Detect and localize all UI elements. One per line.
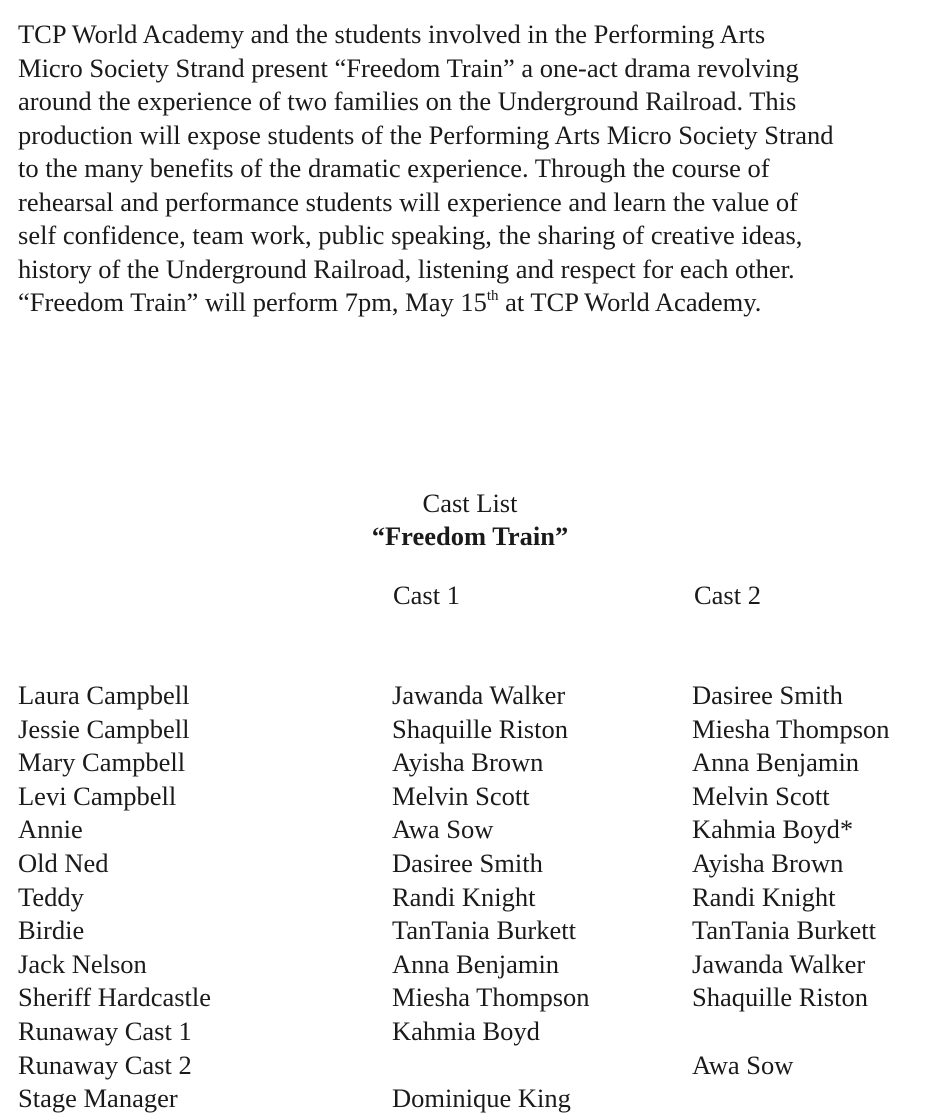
cast1-actor: Miesha Thompson xyxy=(392,982,590,1013)
cast2-actor: Miesha Thompson xyxy=(692,713,890,744)
intro-line: Micro Society Strand present “Freedom Train” a one-act drama revolving xyxy=(18,52,799,83)
role-name: Sheriff Hardcastle xyxy=(18,982,212,1013)
performance-date-text: “Freedom Train” will perform 7pm, May 15 xyxy=(18,287,487,317)
role-name: Laura Campbell xyxy=(18,680,190,710)
role-name: Teddy xyxy=(18,881,84,912)
cast2-actor: Kahmia Boyd* xyxy=(692,814,854,845)
cast-list-heading: Cast List xyxy=(422,488,518,518)
cast1-actor: Anna Benjamin xyxy=(392,948,560,979)
role-name: Levi Campbell xyxy=(18,780,177,811)
role-name: Jessie Campbell xyxy=(18,713,190,744)
intro-line-performance xyxy=(18,286,923,320)
cast2-actor xyxy=(692,1015,890,1049)
cast1-header: Cast 1 xyxy=(393,580,460,610)
cast2-actor: Anna Benjamin xyxy=(692,747,860,778)
roles-column xyxy=(18,679,211,1116)
cast2-actor: Melvin Scott xyxy=(692,780,830,811)
intro-line: self confidence, team work, public speaking, the sharing of creative ideas, xyxy=(18,220,803,250)
cast1-actor: Shaquille Riston xyxy=(392,713,568,744)
intro-line: to the many benefits of the dramatic experience. Through the course of xyxy=(18,153,770,183)
cast2-column xyxy=(692,679,890,1116)
cast1-actor xyxy=(392,1049,590,1083)
cast1-actor: Melvin Scott xyxy=(392,780,530,811)
cast1-actor: TanTania Burkett xyxy=(392,915,576,946)
intro-paragraph xyxy=(18,18,923,320)
performance-venue-text: at TCP World Academy. xyxy=(498,287,762,317)
intro-line: around the experience of two families on the Underground Railroad. This xyxy=(18,86,797,116)
role-name: Runaway Cast 1 xyxy=(18,1015,192,1046)
cast1-actor: Awa Sow xyxy=(392,814,494,845)
intro-line: TCP World Academy and the students involved in the Performing Arts xyxy=(18,19,766,49)
role-name: Jack Nelson xyxy=(18,948,147,979)
play-title: “Freedom Train” xyxy=(371,521,569,551)
role-name: Runaway Cast 2 xyxy=(18,1049,192,1080)
ordinal-suffix: th xyxy=(486,288,499,304)
role-name: Mary Campbell xyxy=(18,747,186,778)
cast1-actor: Randi Knight xyxy=(392,881,536,912)
role-name: Birdie xyxy=(18,915,85,946)
cast1-actor: Jawanda Walker xyxy=(392,680,566,710)
cast2-actor: Shaquille Riston xyxy=(692,982,868,1013)
role-name: Old Ned xyxy=(18,847,109,878)
cast2-actor: Dasiree Smith xyxy=(692,680,843,710)
cast2-header: Cast 2 xyxy=(694,580,761,610)
intro-line: rehearsal and performance students will experience and learn the value of xyxy=(18,186,798,217)
intro-line: history of the Underground Railroad, listening and respect for each other. xyxy=(18,253,795,284)
intro-line: production will expose students of the Performing Arts Micro Society Strand xyxy=(18,119,834,150)
cast1-actor: Ayisha Brown xyxy=(392,747,544,778)
cast2-actor: Ayisha Brown xyxy=(692,847,844,878)
cast1-actor: Dominique King xyxy=(392,1083,571,1114)
cast1-actor: Kahmia Boyd xyxy=(392,1015,540,1046)
role-name: Stage Manager xyxy=(18,1083,178,1114)
cast1-column xyxy=(392,679,590,1116)
cast1-actor: Dasiree Smith xyxy=(392,847,543,878)
cast2-actor: Randi Knight xyxy=(692,881,836,912)
cast2-actor: TanTania Burkett xyxy=(692,915,876,946)
cast2-actor: Jawanda Walker xyxy=(692,948,866,979)
cast2-actor: Awa Sow xyxy=(692,1049,794,1080)
role-name: Annie xyxy=(18,814,83,845)
cast2-actor xyxy=(692,1082,890,1116)
